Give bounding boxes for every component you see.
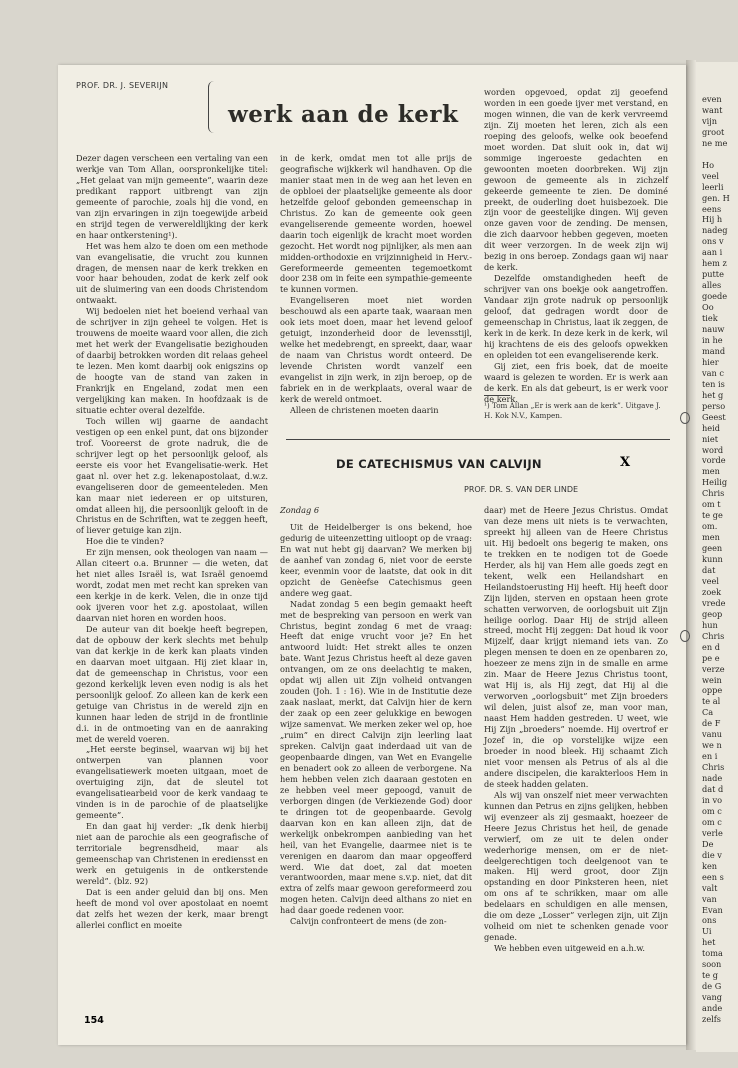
column-5	[484, 505, 668, 954]
paragraph: Uit de Heidelberger is ons bekend, hoe gedurig de uiteenzetting uitloopt op de vraag: En wat nut hebt gij daarvan? We merken bij de aanhef van zondag 6, niet voor de eerste keer, evenmin voor de laatste, dat ook in dit opzicht de Genèefse Catechismus geen andere weg gaat.	[280, 521, 472, 598]
section-author: PROF. DR. S. VAN DER LINDE	[464, 485, 579, 494]
article-title: werk aan de kerk	[228, 101, 459, 128]
magazine-page	[58, 65, 686, 1045]
title-brace	[208, 81, 215, 133]
section-number: X	[620, 455, 631, 470]
paragraph: We hebben even uitgeweid en a.h.w.	[494, 943, 646, 954]
column-4	[280, 505, 472, 927]
paragraph: Dezer dagen verscheen een vertaling van een werkje van Tom Allan, oorspronkelijke titel: „Het gelaat van mijn gemeente”, waarin deze predikant rapport uitbrengt van zijn gemeente of parochie, zoals hij die vond, en van zijn ervaringen in zijn toegewijde arbeid en strijd tegen de verwereldlijking der kerk en haar ontkerstening¹).	[76, 153, 268, 240]
paragraph: Evangeliseren moet niet worden beschouwd als een aparte taak, waaraan men ook iets moet doen, maar het levend geloof getuigt, inzonderheid door de levensstijl, welke het medebrengt, en spreekt, daar, waar de naam van Christus wordt onteerd. De levende Christen wordt vanzelf een evangelist in zijn werk, in zijn beroep, op de fabriek en in de werkplaats, overal waar de kerk de wereld ontmoet.	[280, 295, 472, 404]
paragraph: daar) met de Heere Jezus Christus. Omdat van deze mens uit niets is te verwachten, spreekt hij alleen van de Heere Christus uit. Hij bedoelt ons begerig te maken, ons te trekken en te nodigen tot de Goede Herder, als hij van Hem alle goeds zegt en tekent, welk een Heilandshart en Heilandstoerusting Hij heeft. Hij heeft door Zijn lijden, sterven en opstaan heen grote schatten verworven, de oorlogsbuit uit Zijn heilige oorlog. Daar Hij de strijd alleen streed, mocht Hij zeggen: Dat houd ik voor Mijzelf, daar krijgt niemand iets van. Zo plegen mensen te doen en ze openbaren zo, hoezeer ze mens zijn in de smalle en arme zin. Maar de Heere Jezus Christus toont, wat Hij is, als Hij zegt, dat Hij al die verworven „oorlogsbuit” met Zijn broeders wil delen, juist alsof ze, man voor man, naast Hem hadden gestreden. U weet, wie Hij Zijn „broeders” noemde. Hij overtrof er Jozef in, die op vorstelijke wijze een broeder in nood bleek. Hij schaamt Zich niet voor mensen als Petrus of als al die andere discipelen, die karakterloos Hem in de steek hadden gelaten.	[484, 505, 668, 789]
paragraph: Zondag 6	[280, 505, 320, 515]
binding-ring-icon	[680, 412, 690, 424]
section-title: DE CATECHISMUS VAN CALVIJN	[336, 457, 542, 471]
paragraph: Calvijn confronteert de mens (de zon-	[290, 916, 447, 927]
paragraph: Alleen de christenen moeten daarin	[290, 404, 439, 415]
paragraph: „Het eerste beginsel, waarvan wij bij het ontwerpen van plannen voor evangelisatiewerk moeten uitgaan, moet de overtuiging zijn, dat de sleutel tot evangelisatiearbeid voor de kerk vandaag te vinden is in de parochie of de plaatselijke gemeente”.	[76, 744, 268, 821]
footnote-rule	[484, 395, 510, 396]
binding-ring-icon	[680, 630, 690, 642]
paragraph: Gij ziet, een fris boek, dat de moeite waard is gelezen te worden. Er is werk aan de kerk. En als dat gebeurt, is er werk voor de kerk.	[484, 360, 668, 404]
paragraph: En dan gaat hij verder: „Ik denk hierbij niet aan de parochie als een geografische of territoriale begrensdheid, maar als gemeenschap van Christenen in erediensst en werk en getuigenis in de ontkerstende wereld”. (blz. 92)	[76, 821, 268, 886]
paragraph: in de kerk, omdat men tot alle prijs de geografische wijkkerk wil handhaven. Op die manier staat men in de weg aan het leven en de opbloei der plaatselijke gemeente als door hetzelfde geloof gebonden gemeenschap in Christus. Zo kan de gemeente ook geen evangeliserende gemeente worden, hoewel daarin toch eigenlijk de kracht moet worden gezocht. Het wordt nog pijnlijker, als men aan midden-orthodoxie en vrijzinnigheid in Herv.-Gereformeerde gemeenten tegemoetkomt door 238 om in feite een sympathie-gemeente te kunnen vormen.	[280, 153, 472, 295]
paragraph: De auteur van dit boekje heeft begrepen, dat de opbouw der kerk slechts met behulp van dat kerkje in de kerk kan plaats vinden en daarvan moet uitgaan. Hij ziet klaar in, dat de gemeenschap in Christus, voor een gezond kerkelijk leven even nodig is als het persoonlijk geloof. Zo alleen kan de kerk een getuige van Christus in de wereld zijn en kunnen haar leden de strijd in de frontlinie d.i. in de ontmoeting van en de aanraking met de wereld voeren.	[76, 623, 268, 744]
paragraph: Wij bedoelen niet het boeiend verhaal van de schrijver in zijn geheel te volgen. Het is trouwens de moeite waard voor allen, die zich met het werk der Evangelisatie bezighouden of daarbij betrokken worden dit relaas geheel te lezen. Men komt daarbij ook enigszins op de hoogte van de stand van zaken in Frankrijk en Engeland, zodat men een vergelijking kan maken. In hoofdzaak is de situatie echter overal dezelfde.	[76, 306, 268, 415]
paragraph: worden opgevoed, opdat zij geoefend worden in een goede ijver met verstand, en mogen winnen, die van de kerk vervreemd zijn. Zij moeten het leren, zich als een roeping des geloofs, welke ook beoefend moet worden. Dat sluit ook in, dat wij sommige ingeroeste gedachten en gewoonten moeten doorbreken. Wij zijn gewoon de gemeente als in zichzelf gekeerde gemeente te zien. De dominé preekt, de ouderling doet huisbezoek. Die zijn voor de geestelijke dingen. Wij geven onze gaven voor de zending. De mensen, die zich daarvoor hebben gegeven, moeten dit weer verzorgen. In de week zijn wij bezig in ons beroep. Zondags gaan wij naar de kerk.	[484, 87, 668, 273]
paragraph: Er zijn mensen, ook theologen van naam — Allan citeert o.a. Brunner — die weten, dat het niet alles Israël is, wat Israël genoemd wordt, zodat men met recht kan spreken van een kerkje in de kerk. Velen, die in onze tijd ook ijveren voor het z.g. apostolaat, willen daarvan niet horen en worden hoos.	[76, 547, 268, 624]
column-2	[280, 153, 472, 416]
paragraph: Hoe die te vinden?	[86, 536, 164, 547]
paragraph: Dat is een ander geluid dan bij ons. Men heeft de mond vol over apostolaat en noemt dat zelfs het wezen der kerk, maar brengt allerlei conflict en moeite	[76, 886, 268, 930]
paragraph: Toch willen wij gaarne de aandacht vestigen op een enkel punt, dat ons bijzonder trof. Vooreerst de grote nadruk, die de schrijver legt op het persoonlijk geloof, als eerste eis voor het Evangelisatie-werk. Het gaat nl. over het z.g. lekenapostolaat, d.w.z. evangeliseren door de gemeenteleden. Men kan maar niet iedereen er op uitsturen, omdat alleen hij, die persoonlijk gelooft in de Christus en de Schriften, wat te zeggen heeft, of liever getuige kan zijn.	[76, 415, 268, 536]
paragraph: Nadat zondag 5 een begin gemaakt heeft met de bespreking van persoon en werk van Christus, begint zondag 6 met de vraag: Heeft dat enige vrucht voor je? En het antwoord luidt: Het strekt alles te onzen bate. Want Jezus Christus heeft al deze gaven ontvangen, om ze ons deelachtig te maken, opdat wij allen uit Zijn volheid ontvangen zouden (Joh. 1 : 16). Wie in de Institutie deze zaak naslaat, merkt, dat Calvijn hier de kern der zaak op een zeer gelukkige en bewogen wijze samenvat. We merken zeker wel op, hoe „ruim” en direct Calvijn zijn leerling laat spreken. Calvijn gaat inderdaad uit van de geopenbaarde dingen, van Wet en Evangelie en benadert ook zo alleen de verborgene. Na hem hebben velen zich daaraan gestoten en ze hebben veel meer gepoogd, vanuit de verborgen dingen (de Verkiezende God) door te dringen tot de geopenbaarde. Gevolg daarvan kon en kan alleen zijn, dat de werkelijk onbekrompen aanbieding van het heil, van het Evangelie, daarmee niet is te verenigen en daarom dan maar opgeofferd werd. Wie dat doet, zal dat moeten verantwoorden, maar mene s.v.p. niet, dat dit extra of zelfs maar gewoon gereformeerd zou mogen heten. Calvijn deed althans zo niet en had daar goede redenen voor.	[280, 598, 472, 916]
column-1	[76, 153, 268, 931]
page-gutter	[686, 60, 696, 1050]
paragraph: Het was hem alzo te doen om een methode van evangelisatie, die vrucht zou kunnen dragen, de mensen naar de kerk trekken en voor haar behouden, zodat de kerk zelf ook uit de sluimering van een doods Christendom ontwaakt.	[76, 240, 268, 306]
next-page-text: even want vijn groot ne me Ho veel leerli gen. H eens Hij h nadeg ons v aan i hem z putte alles goede Oo tiek nauw in he mand hier van c ten is het g perso Geest heid niet word vorde men Heilig Chris om t te ge om. men geen kunn dat veel zoek vrede geop hun Chris en d pe e verze wein oppe te al Ca de F vanu we n en i Chris nade dat d in vo om c om c verle De die v ken een s valt van Evan ons Ui het toma soon te g de G vang ande zelfs	[702, 94, 730, 1025]
paragraph: Als wij van onszelf niet meer verwachten kunnen dan Petrus en zijns gelijken, hebben wij evenzeer als zij gesmaakt, hoezeer de Heere Jezus Christus het heil, de genade verwierf, om ze uit te delen onder wederhorige mensen, om er de niet-deelgerechtigen toch deelgenoot van te maken. Hij werd groot, door Zijn opstanding en door Pinksteren heen, niet om ons af te schrikken, maar om alle bedelaars en schuldigen en alle mensen, die om deze „Losser” verlegen zijn, uit Zijn volheid om niet te schenken genade voor genade.	[484, 789, 668, 943]
next-page-edge	[696, 62, 738, 1052]
article-author: PROF. DR. J. SEVERIJN	[76, 81, 169, 90]
footnote: ¹) Tom Allan „Er is werk aan de kerk”. Uitgave J. H. Kok N.V., Kampen.	[484, 401, 661, 420]
section-rule	[286, 439, 670, 440]
paragraph: Dezelfde omstandigheden heeft de schrijver van ons boekje ook aangetroffen. Vandaar zijn grote nadruk op persoonlijk geloof, dat gedragen wordt door de gemeenschap in Christus, laat ik zeggen, de kerk in de kerk. In deze kerk in de kerk, wil hij krachtens de eis des geloofs opwekken en opleiden tot een evangeliserende kerk.	[484, 273, 668, 360]
column-3	[484, 87, 668, 405]
page-number: 154	[84, 1015, 104, 1026]
